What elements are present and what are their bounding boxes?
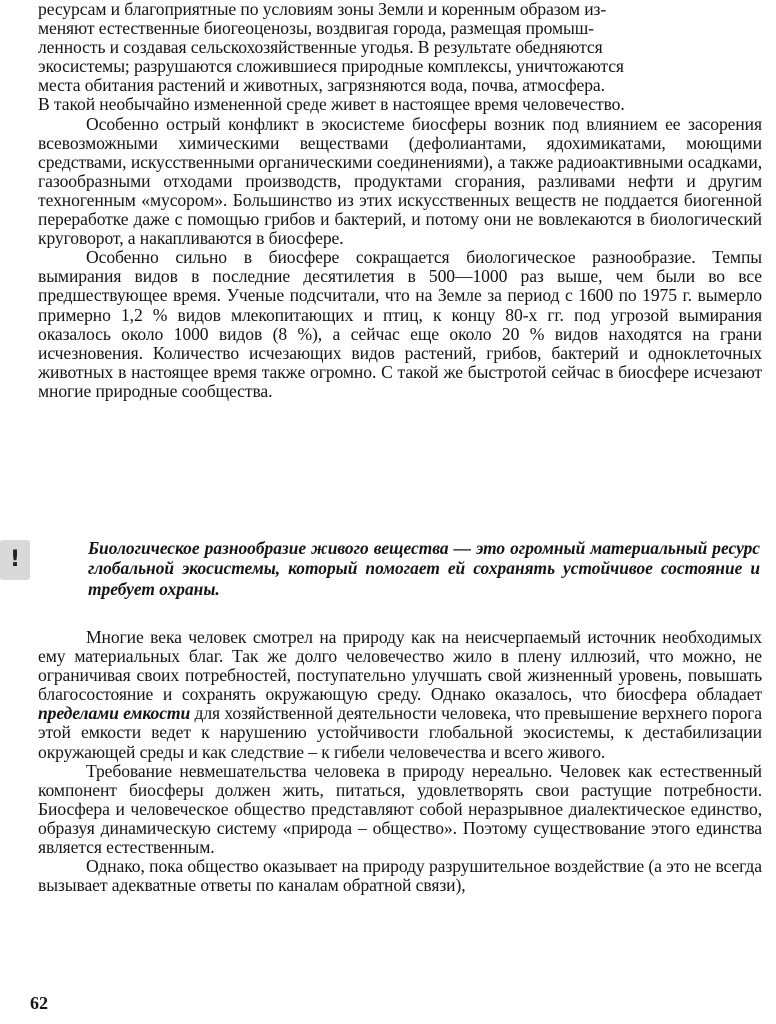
key-statement (88, 538, 760, 599)
exclamation-glyph: ! (9, 547, 21, 572)
page-number: 62 (30, 993, 48, 1013)
text-block-bottom (38, 628, 762, 895)
paragraph-however: Однако, пока общество оказывает на природу разрушительное воздействие (а это не всегда вызывает адекватные ответы по каналам обратной связи), (38, 856, 762, 896)
emphasis-term: пределами емкости (38, 703, 191, 724)
intro-line: меняют естественные биогеоценозы, воздвигая города, размещая промыш- (38, 18, 594, 39)
intro-line: ленность и создавая сельскохозяйственные угодья. В результате обедняются (38, 37, 603, 58)
key-statement-text: Биологическое разнообразие живого вещества — это огромный материальный ресурс глобальной экосистемы, который помогает ей сохранять устойчивое состояние и требует охраны. (88, 538, 760, 599)
paragraph-biodiversity: Особенно сильно в биосфере сокращается биологическое разнообразие. Темпы вымирания видов в последние десятилетия в 500—1000 раз выше, чем были во все предшествующее время. Ученые подсчитали, что на Земле за период с 1600 по 1975 г. вымерло примерно 1,2 % видов млекопитающих и птиц, к концу 80-х гг. под угрозой вымирания оказалось около 1000 видов (8 %), а сейчас еще около 20 % видов находятся на грани исчезновения. Количество исчезающих видов растений, грибов, бактерий и одноклеточных животных в настоящее время также огромно. С такой же быстротой сейчас в биосфере исчезают многие природные сообщества. (38, 247, 762, 401)
intro-line: экосистемы; разрушаются сложившиеся природные комплексы, уничтожаются (38, 56, 624, 77)
intro-line: ресурсам и благоприятные по условиям зоны Земли и коренным образом из- (38, 0, 607, 19)
intro-line: В такой необычайно измененной среде живет в настоящее время человечество. (38, 94, 625, 115)
intro-line: места обитания растений и животных, загрязняются вода, почва, атмосфера. (38, 75, 605, 96)
paragraph-limits (38, 628, 762, 762)
paragraph-limits-part1: Многие века человек смотрел на природу как на неисчерпаемый источник необходимых ему материальных благ. Так же долго человечество жило в плену иллюзий, что можно, не ограничивая своих потребностей, поступательно улучшать свой жизненный уровень, повышать благосостояние и сохранять окружающую среду. Однако оказалось, что биосфера обладает (38, 627, 762, 705)
text-block-top (38, 0, 762, 401)
exclamation-icon (0, 540, 30, 580)
paragraph-pollution: Особенно острый конфликт в экосистеме биосферы возник под влиянием ее засорения всевозможными химическими веществами (дефолиантами, ядохимикатами, моющими средствами, искусственными органическими соединениями), а также радиоактивными осадками, газообразными отходами производств, продуктами сгорания, разливами нефти и другим техногенным «мусором». Большинство из этих искусственных веществ не поддается биогенной переработке даже с помощью грибов и бактерий, и потому они не вовлекаются в биологический круговорот, а накапливаются в биосфере. (38, 113, 762, 249)
paragraph-limits-part2: для хозяйственной деятельности человека, что превышение верхнего порога этой емкости ведет к нарушению устойчивости глобальной экосистемы, к дестабилизации окружающей среды и как следствие – к гибели человечества и всего живого. (38, 703, 762, 762)
paragraph-requirement: Требование невмешательства человека в природу нереально. Человек как естественный компонент биосферы должен жить, питаться, удовлетворять свои растущие потребности. Биосфера и человеческое общество представляют собой неразрывное диалектическое единство, образуя динамическую систему «природа – общество». Поэтому существование этого единства является естественным. (38, 760, 762, 858)
